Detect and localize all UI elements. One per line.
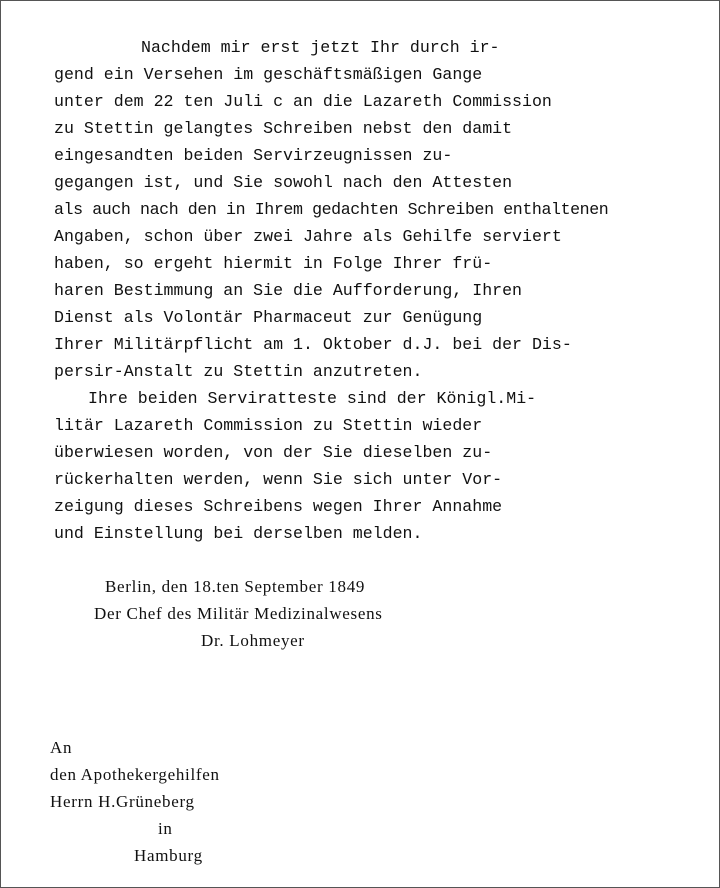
body-line: Angaben, schon über zwei Jahre als Gehilfe serviert [54,227,562,246]
body-line: eingesandten beiden Servirzeugnissen zu- [54,146,453,165]
place-date: Berlin, den 18.ten September 1849 [105,577,366,596]
body-line: zu Stettin gelangtes Schreiben nebst den damit [54,119,513,138]
body-line: haren Bestimmung an Sie die Aufforderung, Ihren [54,281,523,300]
body-line: Ihrer Militärpflicht am 1. Oktober d.J. bei der Dis- [54,335,572,354]
address-name: Herrn H.Grüneberg [50,792,195,811]
body-line: gegangen ist, und Sie sowohl nach den Attesten [54,173,513,192]
body-line: gend ein Versehen im geschäftsmäßigen Gange [54,65,483,84]
body-line: und Einstellung bei derselben melden. [54,524,423,543]
body-line: haben, so ergeht hiermit in Folge Ihrer frü- [54,254,493,273]
address-role: den Apothekergehilfen [50,765,220,784]
body-line: Nachdem mir erst jetzt Ihr durch ir- [141,38,500,57]
body-line: überwiesen worden, von der Sie dieselben zu- [54,443,493,462]
address-city: Hamburg [134,846,203,865]
signatory: Dr. Lohmeyer [201,631,305,650]
body-line: unter dem 22 ten Juli c an die Lazareth Commission [54,92,552,111]
address-in: in [158,819,173,838]
body-line: als auch nach den in Ihrem gedachten Schreiben enthaltenen [54,200,609,219]
body-line: persir-Anstalt zu Stettin anzutreten. [54,362,423,381]
address-to: An [50,738,73,757]
body-line: Ihre beiden Serviratteste sind der Königl.Mi- [88,389,537,408]
body-line: rückerhalten werden, wenn Sie sich unter Vor- [54,470,503,489]
body-line: zeigung dieses Schreibens wegen Ihrer Annahme [54,497,503,516]
body-line: Dienst als Volontär Pharmaceut zur Genügung [54,308,483,327]
body-line: litär Lazareth Commission zu Stettin wieder [54,416,483,435]
issuing-office: Der Chef des Militär Medizinalwesens [94,604,383,623]
